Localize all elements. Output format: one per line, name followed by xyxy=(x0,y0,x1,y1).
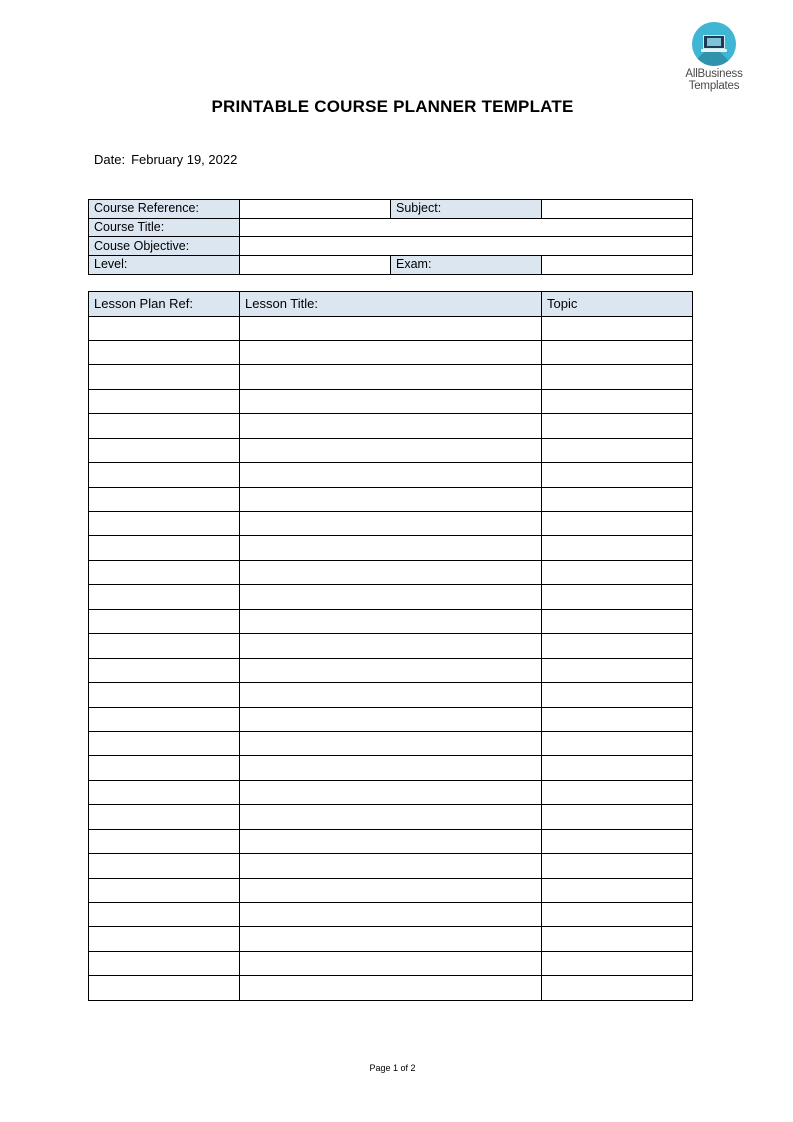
lesson-title-cell[interactable] xyxy=(240,438,542,462)
lesson-title-cell[interactable] xyxy=(240,340,542,364)
lesson-plan-ref-cell[interactable] xyxy=(89,389,240,413)
lesson-plan-ref-cell[interactable] xyxy=(89,854,240,878)
lesson-plan-ref-cell[interactable] xyxy=(89,634,240,658)
topic-cell[interactable] xyxy=(542,829,693,853)
lesson-title-header: Lesson Title: xyxy=(240,292,542,317)
lesson-plan-ref-cell[interactable] xyxy=(89,903,240,927)
topic-cell[interactable] xyxy=(542,780,693,804)
course-title-field[interactable] xyxy=(240,218,693,237)
lesson-title-cell[interactable] xyxy=(240,389,542,413)
lesson-plan-ref-header: Lesson Plan Ref: xyxy=(89,292,240,317)
topic-cell[interactable] xyxy=(542,805,693,829)
lesson-plan-ref-cell[interactable] xyxy=(89,365,240,389)
topic-cell[interactable] xyxy=(542,389,693,413)
table-row xyxy=(89,487,693,511)
lesson-plan-ref-cell[interactable] xyxy=(89,340,240,364)
lesson-plan-ref-cell[interactable] xyxy=(89,756,240,780)
course-reference-field[interactable] xyxy=(240,200,391,219)
logo-line-1: AllBusiness xyxy=(685,68,743,80)
lesson-title-cell[interactable] xyxy=(240,512,542,536)
course-reference-label: Course Reference: xyxy=(89,200,240,219)
subject-label: Subject: xyxy=(391,200,542,219)
lesson-title-cell[interactable] xyxy=(240,707,542,731)
lesson-plan-ref-cell[interactable] xyxy=(89,951,240,975)
table-row xyxy=(89,609,693,633)
table-row xyxy=(89,658,693,682)
table-row xyxy=(89,903,693,927)
table-row xyxy=(89,805,693,829)
topic-cell[interactable] xyxy=(542,487,693,511)
allbusiness-templates-logo xyxy=(681,22,747,92)
lesson-title-cell[interactable] xyxy=(240,805,542,829)
topic-cell[interactable] xyxy=(542,731,693,755)
lesson-plan-ref-cell[interactable] xyxy=(89,512,240,536)
lesson-title-cell[interactable] xyxy=(240,365,542,389)
topic-cell[interactable] xyxy=(542,585,693,609)
topic-cell[interactable] xyxy=(542,634,693,658)
lesson-title-cell[interactable] xyxy=(240,414,542,438)
table-row xyxy=(89,316,693,340)
lesson-title-cell[interactable] xyxy=(240,903,542,927)
lesson-plan-ref-cell[interactable] xyxy=(89,976,240,1000)
topic-cell[interactable] xyxy=(542,609,693,633)
page-title: PRINTABLE COURSE PLANNER TEMPLATE xyxy=(211,97,574,116)
lesson-plan-ref-cell[interactable] xyxy=(89,438,240,462)
topic-cell[interactable] xyxy=(542,316,693,340)
topic-cell[interactable] xyxy=(542,854,693,878)
table-row xyxy=(89,438,693,462)
table-row xyxy=(89,780,693,804)
table-row xyxy=(89,951,693,975)
topic-cell[interactable] xyxy=(542,512,693,536)
table-row xyxy=(89,829,693,853)
table-row xyxy=(89,512,693,536)
lesson-plan-ref-cell[interactable] xyxy=(89,927,240,951)
lesson-plan-ref-cell[interactable] xyxy=(89,414,240,438)
lesson-title-cell[interactable] xyxy=(240,487,542,511)
lesson-plan-ref-cell[interactable] xyxy=(89,683,240,707)
lesson-plan-ref-cell[interactable] xyxy=(89,585,240,609)
lesson-plan-ref-cell[interactable] xyxy=(89,658,240,682)
lesson-title-cell[interactable] xyxy=(240,780,542,804)
lesson-title-cell[interactable] xyxy=(240,854,542,878)
topic-cell[interactable] xyxy=(542,463,693,487)
table-row xyxy=(89,927,693,951)
table-row xyxy=(89,731,693,755)
lesson-plan-ref-cell[interactable] xyxy=(89,316,240,340)
table-row xyxy=(89,389,693,413)
table-row xyxy=(89,340,693,364)
lesson-title-cell[interactable] xyxy=(240,634,542,658)
table-row xyxy=(89,414,693,438)
table-row xyxy=(89,585,693,609)
info-row xyxy=(89,200,693,219)
lesson-plan-ref-cell[interactable] xyxy=(89,829,240,853)
topic-cell[interactable] xyxy=(542,560,693,584)
topic-cell[interactable] xyxy=(542,340,693,364)
laptop-icon xyxy=(692,22,736,66)
lesson-title-cell[interactable] xyxy=(240,560,542,584)
table-header-row xyxy=(89,292,693,317)
lesson-plan-ref-cell[interactable] xyxy=(89,560,240,584)
lesson-plan-ref-cell[interactable] xyxy=(89,487,240,511)
lesson-title-cell[interactable] xyxy=(240,463,542,487)
lesson-title-cell[interactable] xyxy=(240,609,542,633)
topic-cell[interactable] xyxy=(542,976,693,1000)
date-label: Date: xyxy=(94,152,126,167)
lesson-plan-ref-cell[interactable] xyxy=(89,805,240,829)
exam-label: Exam: xyxy=(391,256,542,275)
info-row xyxy=(89,218,693,237)
lesson-title-cell[interactable] xyxy=(240,536,542,560)
topic-cell[interactable] xyxy=(542,951,693,975)
topic-header: Topic xyxy=(542,292,693,317)
lesson-title-cell[interactable] xyxy=(240,756,542,780)
lesson-title-cell[interactable] xyxy=(240,951,542,975)
lesson-title-cell[interactable] xyxy=(240,683,542,707)
lesson-title-cell[interactable] xyxy=(240,878,542,902)
topic-cell[interactable] xyxy=(542,927,693,951)
date-line xyxy=(94,152,243,167)
info-row xyxy=(89,256,693,275)
topic-cell[interactable] xyxy=(542,683,693,707)
lesson-title-cell[interactable] xyxy=(240,927,542,951)
lesson-plan-ref-cell[interactable] xyxy=(89,707,240,731)
date-value: February 19, 2022 xyxy=(131,152,238,167)
course-objective-field[interactable] xyxy=(240,237,693,256)
table-row xyxy=(89,536,693,560)
course-objective-label: Couse Objective: xyxy=(89,237,240,256)
table-row xyxy=(89,878,693,902)
lesson-plan-table xyxy=(88,291,693,1001)
lesson-title-cell[interactable] xyxy=(240,585,542,609)
lesson-title-cell[interactable] xyxy=(240,316,542,340)
lesson-title-cell[interactable] xyxy=(240,976,542,1000)
topic-cell[interactable] xyxy=(542,658,693,682)
table-row xyxy=(89,365,693,389)
lesson-plan-ref-cell[interactable] xyxy=(89,609,240,633)
table-row xyxy=(89,463,693,487)
lesson-plan-ref-cell[interactable] xyxy=(89,780,240,804)
lesson-plan-ref-cell[interactable] xyxy=(89,878,240,902)
topic-cell[interactable] xyxy=(542,536,693,560)
lesson-title-cell[interactable] xyxy=(240,829,542,853)
subject-field[interactable] xyxy=(542,200,693,219)
table-row xyxy=(89,634,693,658)
topic-cell[interactable] xyxy=(542,878,693,902)
exam-field[interactable] xyxy=(542,256,693,275)
table-row xyxy=(89,707,693,731)
logo-text xyxy=(681,68,747,92)
level-label: Level: xyxy=(89,256,240,275)
topic-cell[interactable] xyxy=(542,365,693,389)
topic-cell[interactable] xyxy=(542,414,693,438)
lesson-plan-ref-cell[interactable] xyxy=(89,731,240,755)
table-row xyxy=(89,854,693,878)
topic-cell[interactable] xyxy=(542,756,693,780)
table-row xyxy=(89,560,693,584)
table-row xyxy=(89,683,693,707)
lesson-plan-ref-cell[interactable] xyxy=(89,536,240,560)
table-row xyxy=(89,976,693,1000)
info-row xyxy=(89,237,693,256)
table-row xyxy=(89,756,693,780)
course-info-table xyxy=(88,199,693,275)
topic-cell[interactable] xyxy=(542,707,693,731)
lesson-plan-ref-cell[interactable] xyxy=(89,463,240,487)
course-title-label: Course Title: xyxy=(89,218,240,237)
logo-line-2: Templates xyxy=(688,80,740,92)
level-field[interactable] xyxy=(240,256,391,275)
lesson-title-cell[interactable] xyxy=(240,731,542,755)
page-number: Page 1 of 2 xyxy=(369,1063,416,1073)
topic-cell[interactable] xyxy=(542,438,693,462)
topic-cell[interactable] xyxy=(542,903,693,927)
lesson-title-cell[interactable] xyxy=(240,658,542,682)
